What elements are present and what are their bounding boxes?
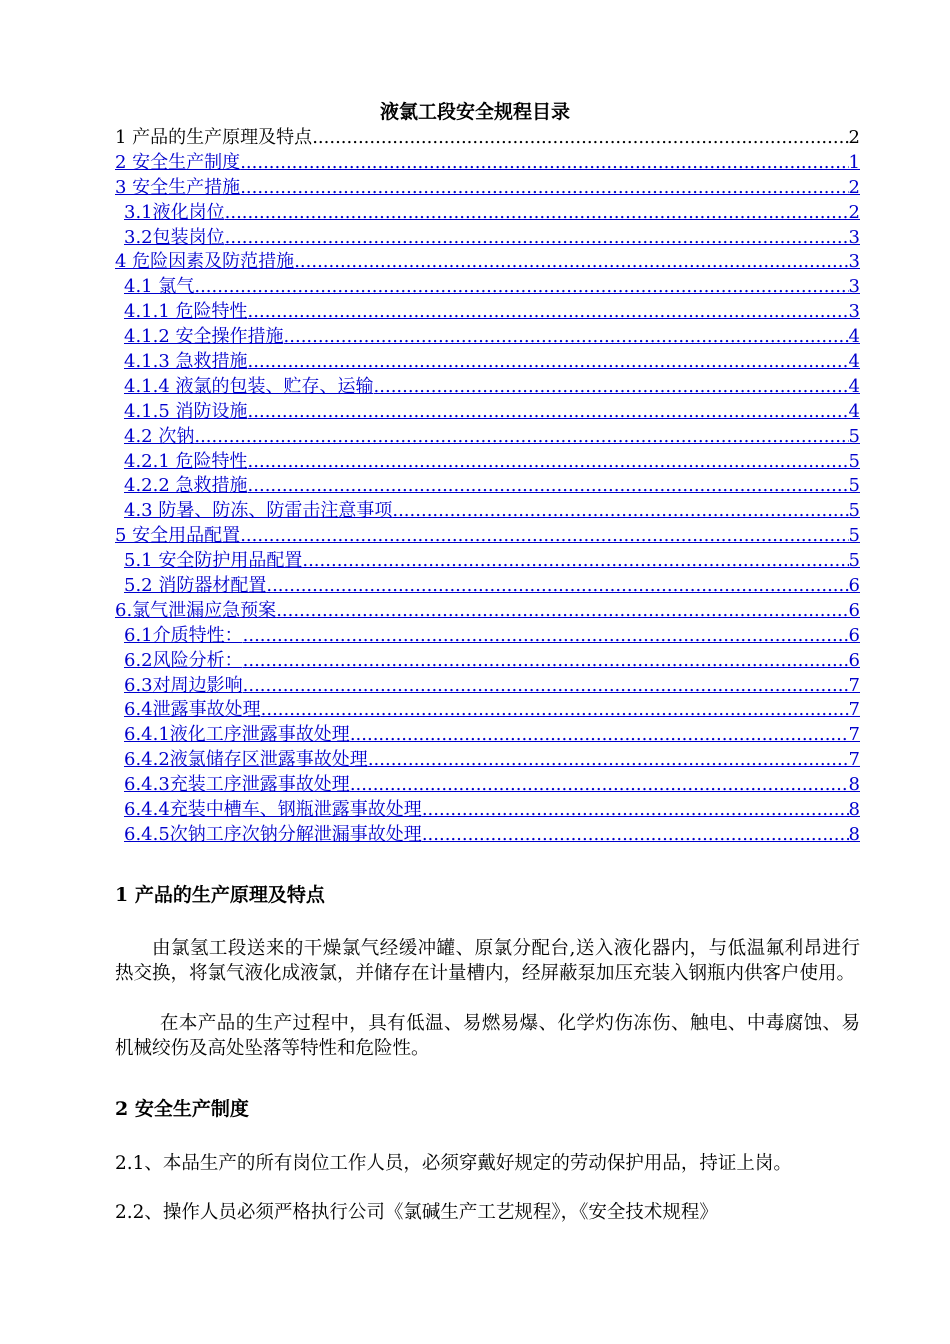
toc-entry-page-number: 2	[848, 127, 860, 148]
toc-entry-text: 2 安全生产制度	[115, 151, 241, 173]
toc-entry[interactable]	[115, 425, 860, 450]
toc-entry[interactable]	[115, 624, 860, 649]
toc-entry[interactable]	[115, 823, 860, 848]
toc-entry-page-number: 3	[848, 301, 860, 323]
toc-entry-text: 4.2 次钠	[124, 425, 195, 447]
toc-leader-dots	[261, 698, 849, 723]
toc-entry-text: 4 危险因素及防范措施	[115, 251, 295, 273]
toc-entry[interactable]	[115, 499, 860, 524]
toc-entry[interactable]	[115, 450, 860, 475]
toc-entry[interactable]	[115, 524, 860, 549]
section-2-paragraph-1: 2.1、本品生产的所有岗位工作人员，必须穿戴好规定的劳动保护用品，持证上岗。	[115, 1153, 792, 1174]
toc-entry[interactable]	[115, 325, 860, 350]
toc-entry-page-number: 5	[848, 525, 860, 547]
toc-entry-text: 1 产品的生产原理及特点	[115, 127, 313, 148]
toc-entry-page-number: 5	[848, 425, 860, 447]
toc-leader-dots	[374, 375, 849, 400]
toc-entry[interactable]	[115, 201, 860, 226]
toc-entry-text: 4.1.5 消防设施	[124, 400, 248, 422]
toc-entry[interactable]	[115, 300, 860, 325]
toc-entry[interactable]	[115, 748, 860, 773]
toc-entry[interactable]	[115, 250, 860, 275]
toc-entry-text: 5.2 消防器材配置	[124, 575, 267, 597]
toc-leader-dots	[312, 126, 848, 151]
toc-entry[interactable]	[115, 400, 860, 425]
toc-entry[interactable]	[115, 350, 860, 375]
toc-entry[interactable]	[115, 698, 860, 723]
toc-entry-text: 4.1.2 安全操作措施	[124, 326, 284, 348]
toc-entry-text: 6.1介质特性：	[124, 624, 243, 646]
toc-entry-page-number: 5	[848, 500, 860, 522]
toc-entry[interactable]	[115, 723, 860, 748]
toc-leader-dots	[194, 275, 848, 300]
toc-entry[interactable]	[115, 599, 860, 624]
toc-entry-page-number: 4	[848, 351, 860, 373]
toc-entry	[115, 126, 860, 151]
toc-leader-dots	[243, 649, 849, 674]
table-of-contents	[115, 126, 860, 848]
toc-entry-page-number: 4	[848, 375, 860, 397]
toc-entry[interactable]	[115, 773, 860, 798]
toc-entry-page-number: 3	[848, 251, 860, 273]
toc-leader-dots	[248, 300, 849, 325]
toc-entry-text: 3.2包装岗位	[124, 226, 225, 248]
toc-entry-text: 6.氯气泄漏应急预案	[115, 599, 277, 621]
toc-entry-page-number: 7	[848, 674, 860, 696]
toc-entry[interactable]	[115, 474, 860, 499]
toc-leader-dots	[194, 425, 848, 450]
toc-entry-text: 6.4.1液化工序泄露事故处理	[124, 724, 350, 746]
toc-entry[interactable]	[115, 176, 860, 201]
toc-leader-dots	[248, 350, 849, 375]
toc-entry-text: 4.2.1 危险特性	[124, 450, 248, 472]
toc-leader-dots	[248, 400, 849, 425]
document-title: 液氯工段安全规程目录	[379, 101, 570, 123]
toc-leader-dots	[225, 226, 849, 251]
toc-leader-dots	[243, 674, 849, 699]
toc-entry-page-number: 5	[848, 475, 860, 497]
toc-entry-page-number: 3	[848, 276, 860, 298]
toc-entry-text: 4.3 防暑、防冻、防雷击注意事项	[124, 500, 393, 522]
toc-leader-dots	[350, 723, 849, 748]
toc-entry-page-number: 8	[848, 823, 860, 845]
toc-entry[interactable]	[115, 375, 860, 400]
toc-entry[interactable]	[115, 549, 860, 574]
toc-entry-text: 4.2.2 急救措施	[124, 475, 248, 497]
toc-entry-text: 6.4泄露事故处理	[124, 699, 261, 721]
toc-entry-page-number: 7	[848, 749, 860, 771]
toc-entry-page-number: 2	[848, 201, 860, 223]
section-1-heading: 1 产品的生产原理及特点	[115, 884, 325, 906]
toc-entry-text: 6.3对周边影响	[124, 674, 243, 696]
section-2-heading: 2 安全生产制度	[115, 1098, 249, 1120]
toc-entry-page-number: 2	[848, 176, 860, 198]
toc-entry-text: 6.4.4充装中槽车、钢瓶泄露事故处理	[124, 799, 422, 821]
section-1-paragraph-2: 在本产品的生产过程中，具有低温、易燃易爆、化学灼伤冻伤、触电、中毒腐蚀、易机械绞伤及高处坠落等特性和危险性。	[115, 1013, 860, 1059]
toc-entry-text: 5 安全用品配置	[115, 525, 241, 547]
toc-entry-page-number: 6	[848, 575, 860, 597]
section-1-paragraph-1: 由氯氢工段送来的干燥氯气经缓冲罐、原氯分配台,送入液化器内，与低温氟利昂进行热交换，将氯气液化成液氯，并储存在计量槽内，经屏蔽泵加压充装入钢瓶内供客户使用。	[115, 938, 860, 984]
toc-leader-dots	[422, 823, 849, 848]
toc-leader-dots	[422, 798, 849, 823]
toc-entry[interactable]	[115, 151, 860, 176]
toc-entry-page-number: 6	[848, 649, 860, 671]
toc-entry[interactable]	[115, 674, 860, 699]
toc-entry-text: 3 安全生产措施	[115, 176, 241, 198]
toc-entry-text: 6.4.2液氯储存区泄露事故处理	[124, 749, 368, 771]
toc-entry-page-number: 4	[848, 326, 860, 348]
toc-entry-text: 5.1 安全防护用品配置	[124, 550, 303, 572]
toc-leader-dots	[240, 524, 848, 549]
toc-entry-text: 4.1.3 急救措施	[124, 351, 248, 373]
toc-entry-page-number: 6	[848, 599, 860, 621]
toc-leader-dots	[392, 499, 848, 524]
toc-entry-page-number: 8	[848, 774, 860, 796]
toc-leader-dots	[243, 624, 849, 649]
toc-entry-page-number: 8	[848, 799, 860, 821]
toc-entry-page-number: 6	[848, 624, 860, 646]
toc-entry-text: 4.1.4 液氯的包装、贮存、运输	[124, 375, 374, 397]
toc-leader-dots	[368, 748, 849, 773]
toc-entry-page-number: 7	[848, 724, 860, 746]
toc-leader-dots	[240, 151, 848, 176]
toc-entry-text: 6.4.5次钠工序次钠分解泄漏事故处理	[124, 823, 422, 845]
toc-entry-text: 4.1 氯气	[124, 276, 195, 298]
toc-entry[interactable]	[115, 226, 860, 251]
toc-entry-page-number: 1	[848, 151, 860, 173]
toc-leader-dots	[248, 450, 849, 475]
toc-leader-dots	[266, 574, 848, 599]
section-2-paragraph-2: 2.2、操作人员必须严格执行公司《氯碱生产工艺规程》，《安全技术规程》	[115, 1202, 718, 1223]
toc-entry[interactable]	[115, 574, 860, 599]
toc-entry-page-number: 5	[848, 550, 860, 572]
toc-entry-text: 6.2风险分析：	[124, 649, 243, 671]
toc-entry[interactable]	[115, 649, 860, 674]
toc-entry-page-number: 5	[848, 450, 860, 472]
toc-leader-dots	[225, 201, 849, 226]
toc-entry-page-number: 7	[848, 699, 860, 721]
toc-entry-text: 4.1.1 危险特性	[124, 301, 248, 323]
toc-entry[interactable]	[115, 798, 860, 823]
toc-leader-dots	[294, 250, 848, 275]
toc-leader-dots	[248, 474, 849, 499]
toc-entry-text: 3.1液化岗位	[124, 201, 225, 223]
toc-leader-dots	[302, 549, 848, 574]
toc-entry-page-number: 3	[848, 226, 860, 248]
toc-leader-dots	[284, 325, 849, 350]
toc-entry-page-number: 4	[848, 400, 860, 422]
toc-leader-dots	[350, 773, 849, 798]
toc-leader-dots	[240, 176, 848, 201]
toc-entry[interactable]	[115, 275, 860, 300]
toc-leader-dots	[276, 599, 848, 624]
toc-entry-text: 6.4.3充装工序泄露事故处理	[124, 774, 350, 796]
